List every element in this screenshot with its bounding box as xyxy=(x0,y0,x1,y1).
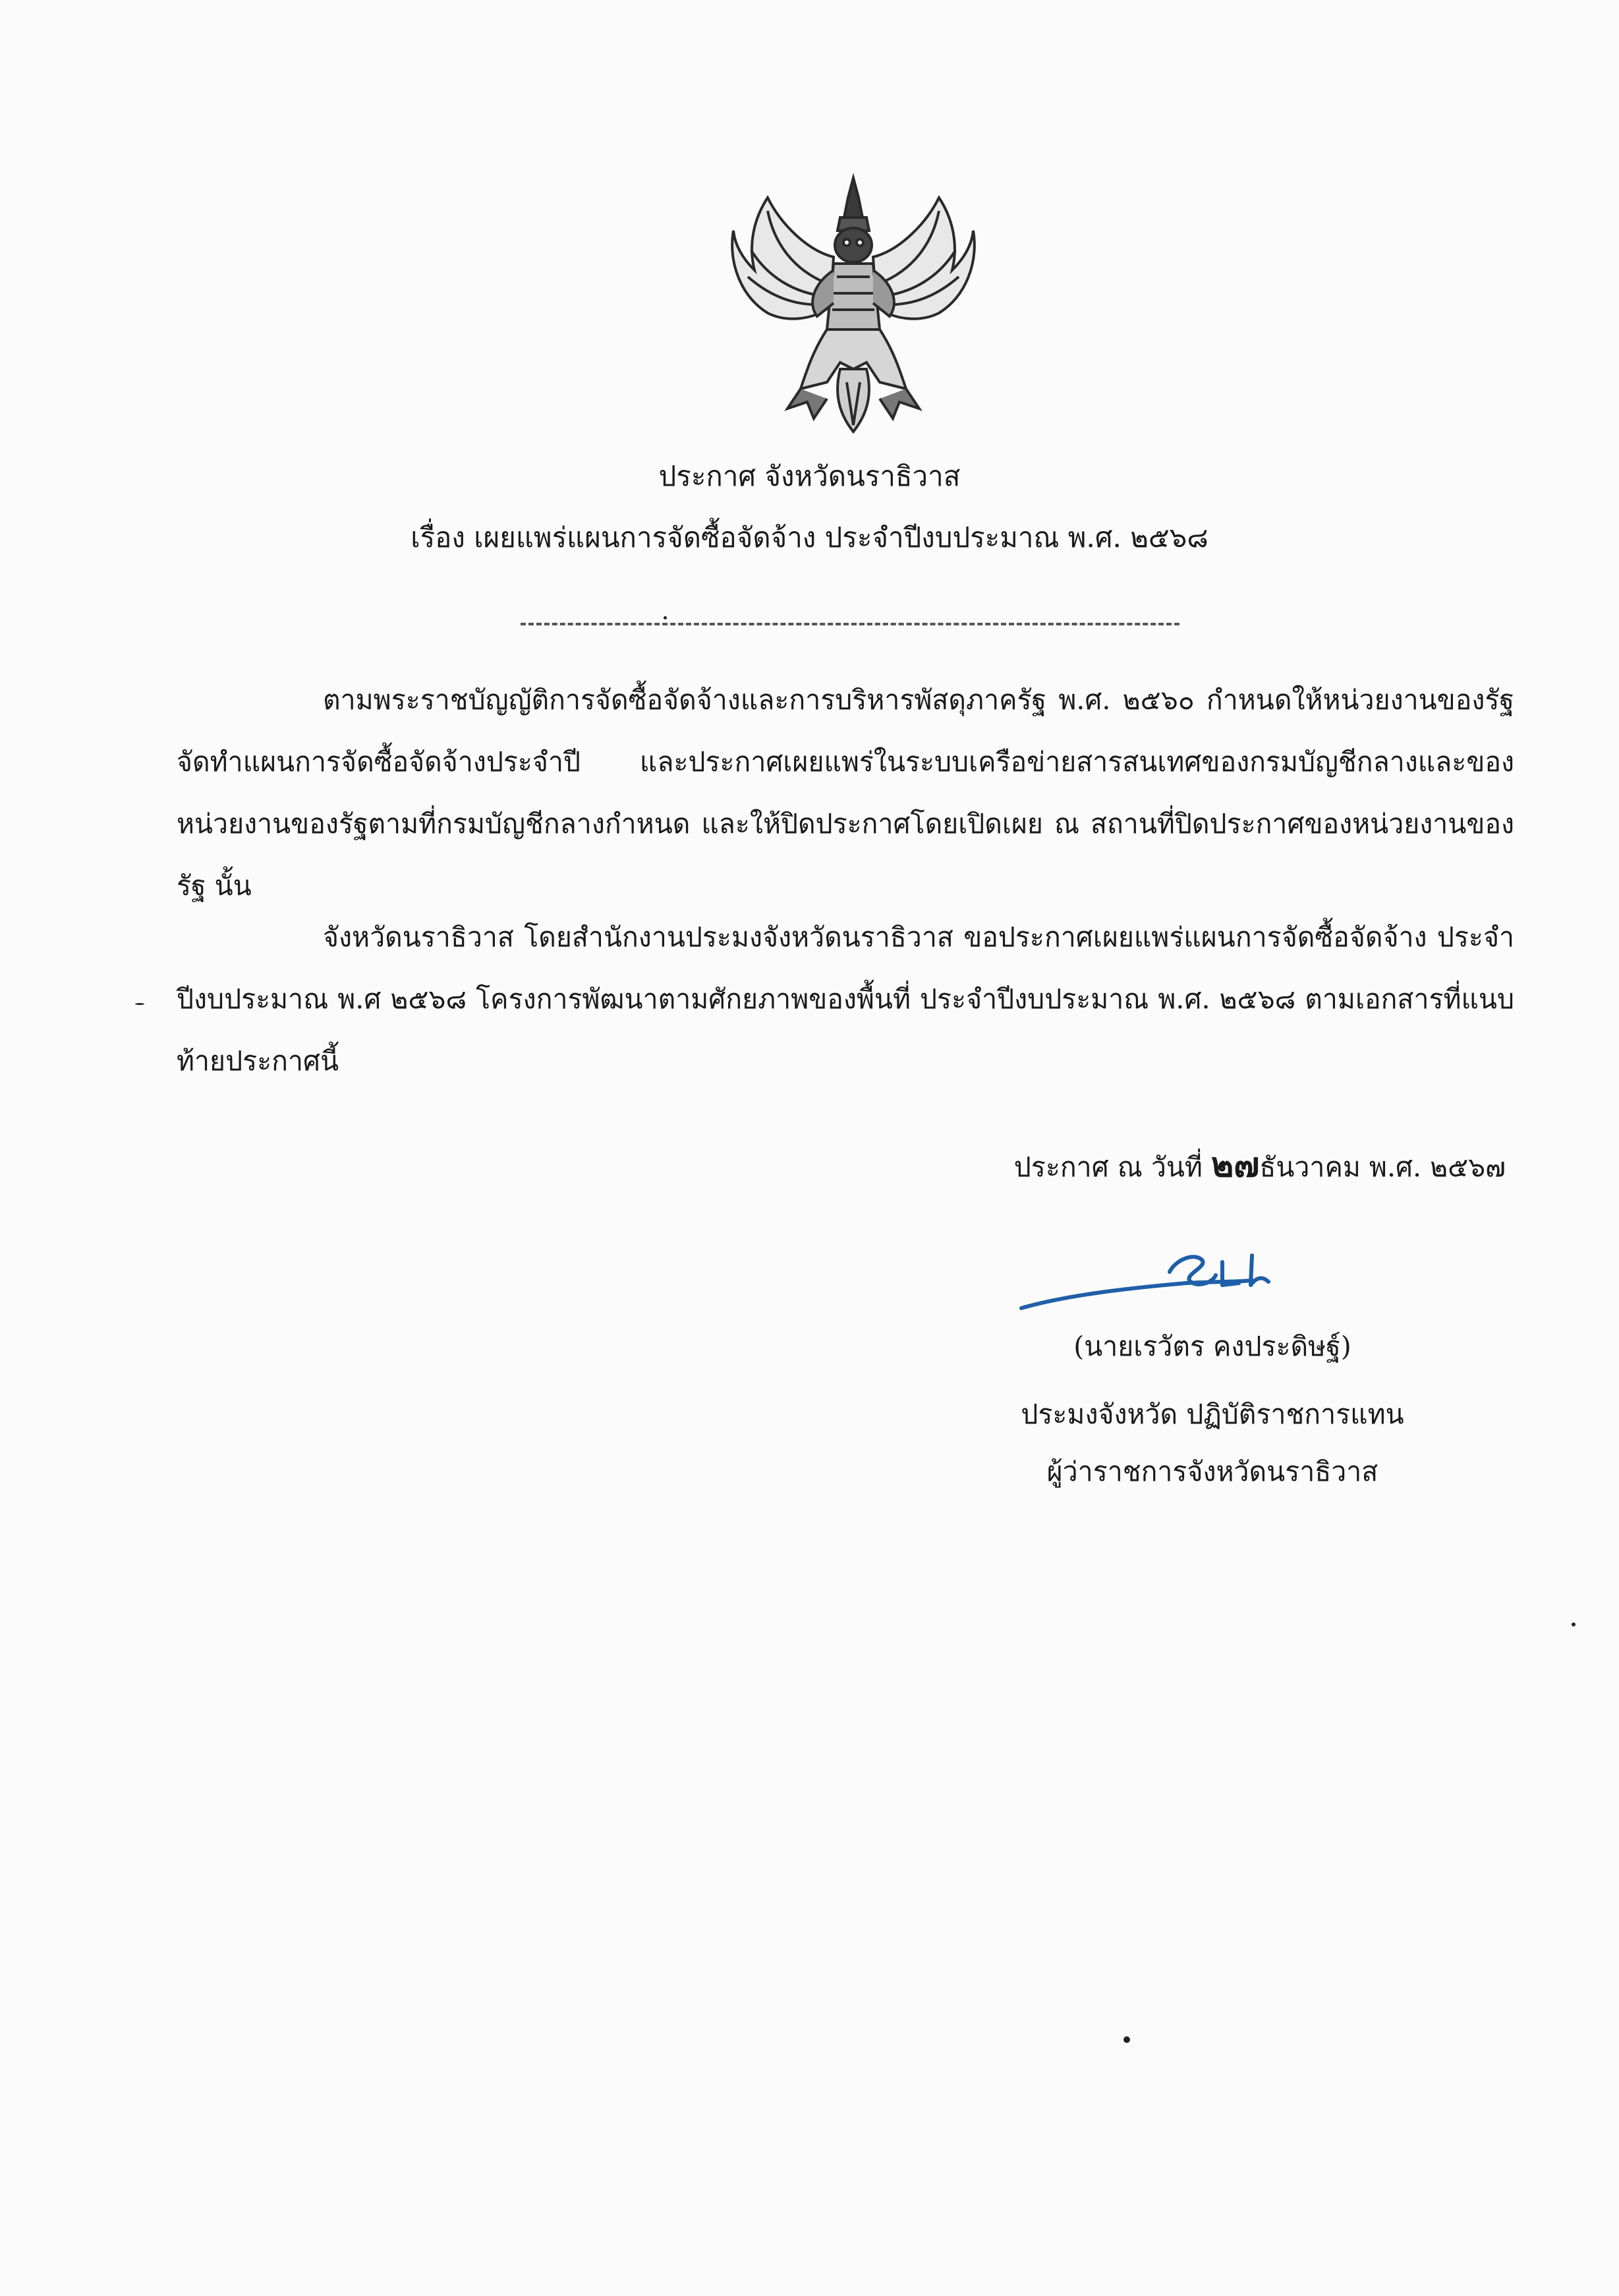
announcement-title: ประกาศ จังหวัดนราธิวาส xyxy=(658,460,961,492)
date-month-year: ธันวาคม พ.ศ. ๒๕๖๗ xyxy=(1259,1151,1506,1183)
garuda-emblem-icon xyxy=(728,171,979,435)
body-paragraph-1: ตามพระราชบัญญัติการจัดซื้อจัดจ้างและการบริหารพัสดุภาครัฐ พ.ศ. ๒๕๖๐ กำหนดให้หน่วยงานของรัฐ จัดทำแผนการจัดซื้อจัดจ้างประจำปี และประกาศเผยแพร่ในระบบเครือข่ายสารสนเทศของกรมบัญชีกลางและของหน่วยงานของรัฐตามที่กรมบัญชีกลางกำหนด และให้ปิดประกาศโดยเปิดเผย ณ สถานที่ปิดประกาศของหน่วยงานของรัฐ นั้น xyxy=(177,684,1514,902)
handwritten-signature-icon xyxy=(1015,1222,1305,1321)
announcement-date xyxy=(1014,1147,1506,1186)
scan-speck xyxy=(1123,2036,1130,2043)
body-paragraph-2: จังหวัดนราธิวาส โดยสำนักงานประมงจังหวัดนราธิวาส ขอประกาศเผยแพร่แผนการจัดซื้อจัดจ้าง ประจำปีงบประมาณ พ.ศ ๒๕๖๘ โครงการพัฒนาตามศักยภาพของพื้นที่ ประจำปีงบประมาณ พ.ศ. ๒๕๖๘ ตามเอกสารที่แนบท้ายประกาศนี้ xyxy=(177,921,1514,1077)
scan-speck xyxy=(664,616,667,619)
date-day: ๒๗ xyxy=(1210,1145,1260,1185)
separator-line xyxy=(521,623,1179,625)
scan-speck xyxy=(1572,1622,1576,1626)
date-prefix: ประกาศ ณ วันที่ xyxy=(1013,1151,1203,1183)
signatory-position-2: ผู้ว่าราชการจังหวัดนราธิวาส xyxy=(1046,1456,1378,1487)
signatory-name: (นายเรวัตร คงประดิษฐ์) xyxy=(1073,1331,1351,1362)
signatory-position-1: ประมงจังหวัด ปฏิบัติราชการแทน xyxy=(1021,1398,1404,1430)
scan-speck xyxy=(135,1003,144,1005)
announcement-subject: เรื่อง เผยแพร่แผนการจัดซื้อจัดจ้าง ประจำปีงบประมาณ พ.ศ. ๒๕๖๘ xyxy=(411,521,1208,554)
